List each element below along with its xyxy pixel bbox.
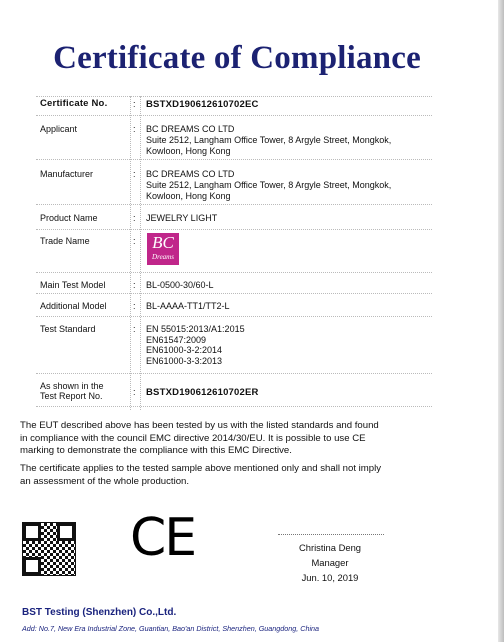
- row-manufacturer: [36, 160, 432, 205]
- main-test-model-label: Main Test Model: [40, 280, 106, 290]
- footer-address: Add: No.7, New Era Industrial Zone, Guantian, Bao'an District, Shenzhen, Guangdong, China: [22, 624, 320, 633]
- row-product-name: [36, 205, 432, 230]
- test-report-value: BSTXD190612610702ER: [146, 387, 259, 398]
- qr-finder: [23, 523, 41, 541]
- statement-line: in compliance with the council EMC directive 2014/30/EU. It is possible to use CE: [20, 432, 366, 444]
- page-edge: [498, 0, 504, 642]
- test-standard-list: [146, 324, 245, 366]
- row-test-report: [36, 374, 432, 407]
- row-additional-model: [36, 294, 432, 317]
- manufacturer-value: [146, 169, 391, 202]
- test-standard-item: EN61547:2009: [146, 334, 207, 345]
- colon: :: [133, 169, 136, 179]
- additional-model-label: Additional Model: [40, 301, 107, 311]
- manufacturer-label: Manufacturer: [40, 169, 94, 179]
- colon: :: [133, 301, 136, 311]
- colon: :: [133, 124, 136, 134]
- additional-model-value: BL-AAAA-TT1/TT2-L: [146, 301, 230, 311]
- page-title: Certificate of Compliance: [53, 40, 421, 76]
- test-report-label-1: As shown in the: [40, 381, 104, 391]
- statement-line: The EUT described above has been tested by us with the listed standards and found: [20, 420, 379, 431]
- manufacturer-address-2: Kowloon, Hong Kong: [146, 191, 231, 201]
- manufacturer-name: BC DREAMS CO LTD: [146, 169, 235, 179]
- statement-line: an assessment of the whole production.: [20, 475, 190, 487]
- colon: :: [133, 324, 136, 334]
- row-trade-name: [36, 230, 432, 273]
- colon: :: [133, 387, 136, 397]
- row-certificate-no: [36, 96, 432, 116]
- bc-dreams-logo: [147, 233, 179, 265]
- footer-company: BST Testing (Shenzhen) Co.,Ltd.: [22, 607, 177, 618]
- main-test-model-value: BL-0500-30/60-L: [146, 280, 214, 290]
- qr-code-icon: [22, 522, 76, 576]
- test-standard-item: EN 55015:2013/A1:2015: [146, 324, 245, 334]
- statement-line: The certificate applies to the tested sample above mentioned only and shall not imply: [20, 463, 382, 474]
- test-standard-item: EN61000-3-3:2013: [146, 355, 223, 366]
- statement-paragraph-1: [20, 420, 450, 458]
- qr-finder: [57, 523, 75, 541]
- colon: :: [133, 280, 136, 290]
- statement-paragraph-2: [20, 463, 450, 488]
- trade-name-label: Trade Name: [40, 236, 90, 246]
- product-name-label: Product Name: [40, 213, 98, 223]
- colon: :: [133, 99, 136, 109]
- applicant-address-1: Suite 2512, Langham Office Tower, 8 Argyle Street, Mongkok,: [146, 135, 392, 145]
- certificate-no-label: Certificate No.: [40, 98, 108, 109]
- logo-subtext: Dreams: [152, 253, 174, 261]
- test-standard-item: EN61000-3-2:2014: [146, 345, 223, 355]
- applicant-name: BC DREAMS CO LTD: [146, 124, 235, 134]
- applicant-address-2: Kowloon, Hong Kong: [146, 146, 231, 156]
- row-applicant: [36, 115, 432, 160]
- logo-text: BC: [152, 233, 174, 252]
- test-report-label-2: Test Report No.: [40, 391, 103, 401]
- product-name-value: JEWELRY LIGHT: [146, 213, 218, 223]
- applicant-value: [146, 124, 391, 157]
- test-standard-label: Test Standard: [40, 324, 96, 334]
- signatory-name: Christina Deng: [298, 542, 361, 553]
- colon: :: [133, 236, 136, 246]
- signature-line: [278, 534, 384, 535]
- colon: :: [133, 213, 136, 223]
- row-main-test-model: [36, 273, 432, 294]
- manufacturer-address-1: Suite 2512, Langham Office Tower, 8 Argyle Street, Mongkok,: [146, 180, 392, 190]
- test-report-label: [40, 381, 104, 401]
- signatory-role: Manager: [311, 557, 349, 568]
- ce-mark: CE: [130, 508, 196, 568]
- applicant-label: Applicant: [40, 124, 78, 134]
- qr-finder: [23, 557, 41, 575]
- certificate-no-value: BSTXD190612610702EC: [146, 99, 259, 110]
- statement-line: marking to demonstrate the compliance with this EMC Directive.: [20, 445, 292, 457]
- row-test-standard: [36, 317, 432, 374]
- signature-date: Jun. 10, 2019: [301, 572, 359, 583]
